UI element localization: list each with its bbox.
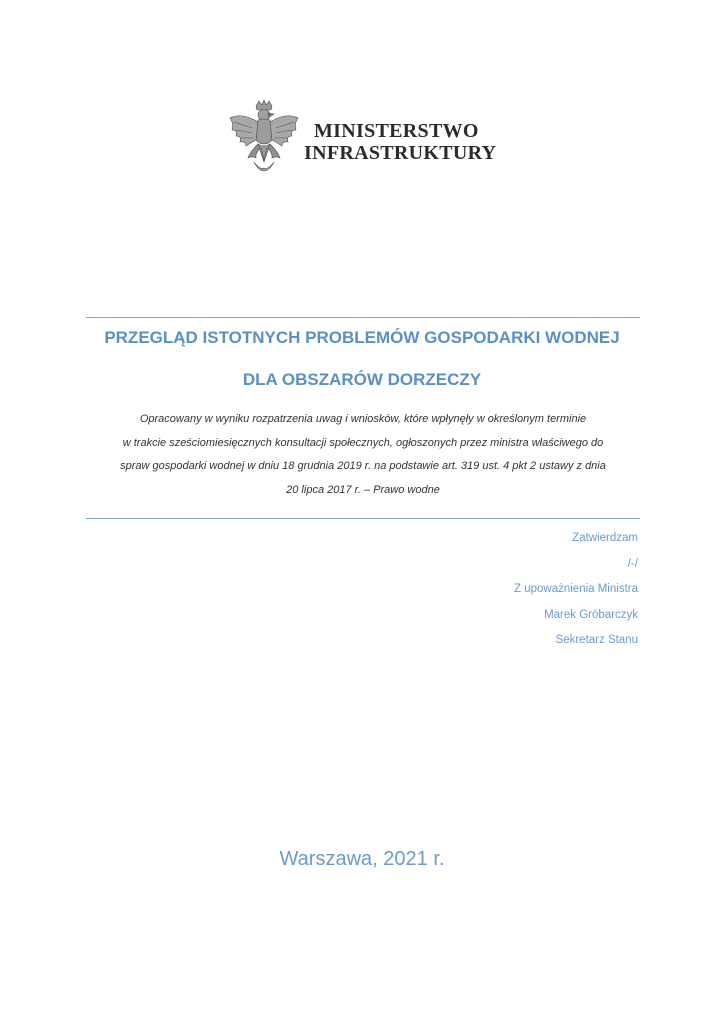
- top-divider: [86, 317, 640, 318]
- document-subtitle: [86, 408, 640, 502]
- document-title-line2: DLA OBSZARÓW DORZECZY: [242, 370, 482, 389]
- ministry-name-line2: INFRASTRUKTURY: [304, 142, 497, 164]
- polish-eagle-emblem-icon: [228, 100, 300, 182]
- ministry-name-line1: MINISTERSTWO: [314, 120, 479, 142]
- subtitle-line: Opracowany w wyniku rozpatrzenia uwag i wniosków, które wpłynęły w określonym terminie: [139, 413, 587, 425]
- subtitle-line: w trakcie sześciomiesięcznych konsultacji społecznych, ogłoszonych przez ministra właściwego do: [122, 436, 604, 449]
- approval-label: Zatwierdzam: [572, 532, 638, 544]
- place-and-date: Warszawa, 2021 r.: [279, 848, 445, 870]
- subtitle-line: spraw gospodarki wodnej w dniu 18 grudnia 2019 r. na podstawie art. 319 ust. 4 pkt 2 ustawy z dnia: [120, 460, 606, 472]
- subtitle-line: 20 lipca 2017 r. – Prawo wodne: [286, 483, 440, 496]
- signature-mark: /-/: [627, 557, 638, 570]
- signatory-position: Sekretarz Stanu: [555, 634, 638, 646]
- document-header: [0, 100, 724, 190]
- on-behalf-label: Z upoważnienia Ministra: [513, 583, 638, 595]
- approval-block: [514, 526, 638, 654]
- ministry-name: [304, 120, 496, 164]
- bottom-divider: [86, 518, 640, 519]
- document-title-line1: PRZEGLĄD ISTOTNYCH PROBLEMÓW GOSPODARKI WODNEJ: [104, 328, 620, 347]
- signatory-name: Marek Gróbarczyk: [544, 608, 638, 621]
